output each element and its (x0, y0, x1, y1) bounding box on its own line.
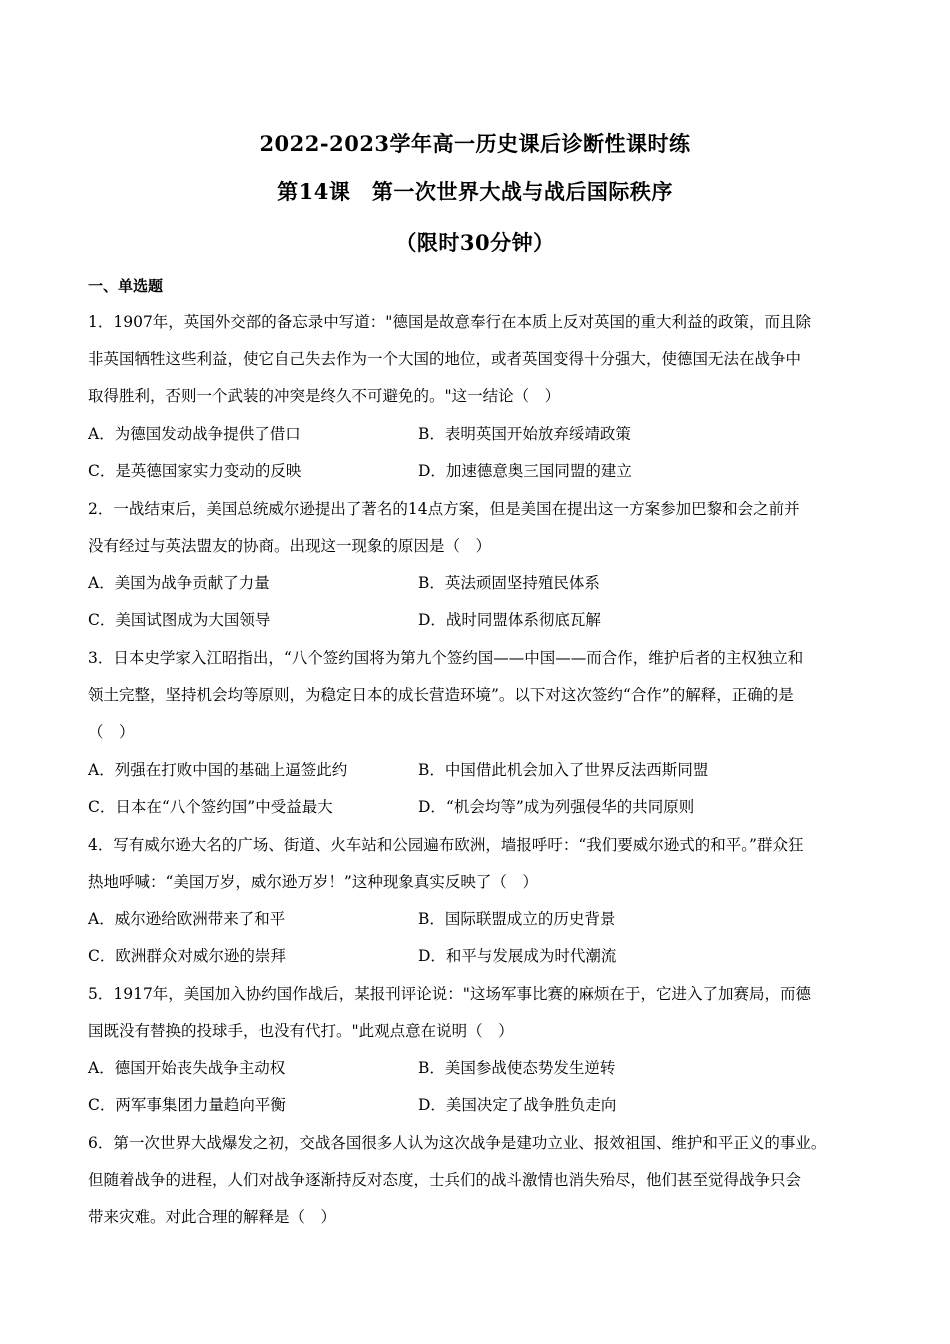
question-text-line: （ ） (88, 723, 135, 741)
option-a: A．美国为战争贡献了力量 (88, 574, 270, 592)
option-b: B．表明英国开始放弃绥靖政策 (418, 425, 631, 443)
question-text-line: 取得胜利，否则一个武装的冲突是终久不可避免的。"这一结论（ ） (88, 387, 561, 405)
lesson-title: 第14课 第一次世界大战与战后国际秩序 (277, 179, 673, 204)
question-text-line: 但随着战争的进程，人们对战争逐渐持反对态度，士兵们的战斗激情也消失殆尽，他们甚至觉得战争只会 (88, 1171, 802, 1189)
question-text-line: 5．1917年，美国加入协约国作战后，某报刊评论说："这场军事比赛的麻烦在于，它进入了加赛局，而德 (88, 985, 811, 1003)
option-d: D．和平与发展成为时代潮流 (418, 947, 617, 965)
question-text-line: 带来灾难。对此合理的解释是（ ） (88, 1208, 337, 1226)
question-text-line: 热地呼喊：“美国万岁，威尔逊万岁！”这种现象真实反映了（ ） (88, 873, 538, 891)
question-text-line: 领土完整，坚持机会均等原则，为稳定日本的成长营造环境”。以下对这次签约“合作”的解释，正确的是 (88, 686, 794, 704)
question-text-line: 2．一战结束后，美国总统威尔逊提出了著名的14点方案，但是美国在提出这一方案参加巴黎和会之前并 (88, 500, 800, 518)
option-b: B．英法顽固坚持殖民体系 (418, 574, 600, 592)
option-d: D．战时同盟体系彻底瓦解 (418, 611, 601, 629)
option-c: C．欧洲群众对威尔逊的崇拜 (88, 947, 286, 965)
option-a: A．德国开始丧失战争主动权 (88, 1059, 286, 1077)
question-text-line: 1．1907年，英国外交部的备忘录中写道："德国是故意奉行在本质上反对英国的重大利益的政策，而且除 (88, 313, 811, 331)
option-d: D．“机会均等”成为列强侵华的共同原则 (418, 798, 695, 816)
time-limit: （限时30分钟） (395, 230, 555, 255)
option-a: A．为德国发动战争提供了借口 (88, 425, 301, 443)
question-text-line: 4．写有威尔逊大名的广场、街道、火车站和公园遍布欧洲，墙报呼吁：“我们要威尔逊式的和平。”群众狂 (88, 836, 804, 854)
option-c: C．是英德国家实力变动的反映 (88, 462, 302, 480)
document-title: 2022-2023学年高一历史课后诊断性课时练 (259, 131, 691, 156)
option-b: B．国际联盟成立的历史背景 (418, 910, 616, 928)
question-text-line: 国既没有替换的投球手，也没有代打。"此观点意在说明（ ） (88, 1022, 514, 1040)
option-a: A．列强在打败中国的基础上逼签此约 (88, 761, 348, 779)
question-text-line: 没有经过与英法盟友的协商。出现这一现象的原因是（ ） (88, 537, 492, 555)
option-d: D．加速德意奥三国同盟的建立 (418, 462, 632, 480)
option-c: C．两军事集团力量趋向平衡 (88, 1096, 286, 1114)
option-c: C．日本在“八个签约国”中受益最大 (88, 798, 333, 816)
option-d: D．美国决定了战争胜负走向 (418, 1096, 617, 1114)
option-c: C．美国试图成为大国领导 (88, 611, 271, 629)
question-text-line: 非英国牺牲这些利益，使它自己失去作为一个大国的地位，或者英国变得十分强大，使德国无法在战争中 (88, 350, 802, 368)
question-text-line: 6．第一次世界大战爆发之初，交战各国很多人认为这次战争是建功立业、报效祖国、维护和平正义的事业。 (88, 1134, 827, 1152)
option-b: B．美国参战使态势发生逆转 (418, 1059, 616, 1077)
section-heading: 一、单选题 (88, 277, 164, 295)
question-text-line: 3．日本史学家入江昭指出，“八个签约国将为第九个签约国——中国——而合作，维护后者的主权独立和 (88, 649, 804, 667)
option-a: A．威尔逊给欧洲带来了和平 (88, 910, 286, 928)
option-b: B．中国借此机会加入了世界反法西斯同盟 (418, 761, 709, 779)
